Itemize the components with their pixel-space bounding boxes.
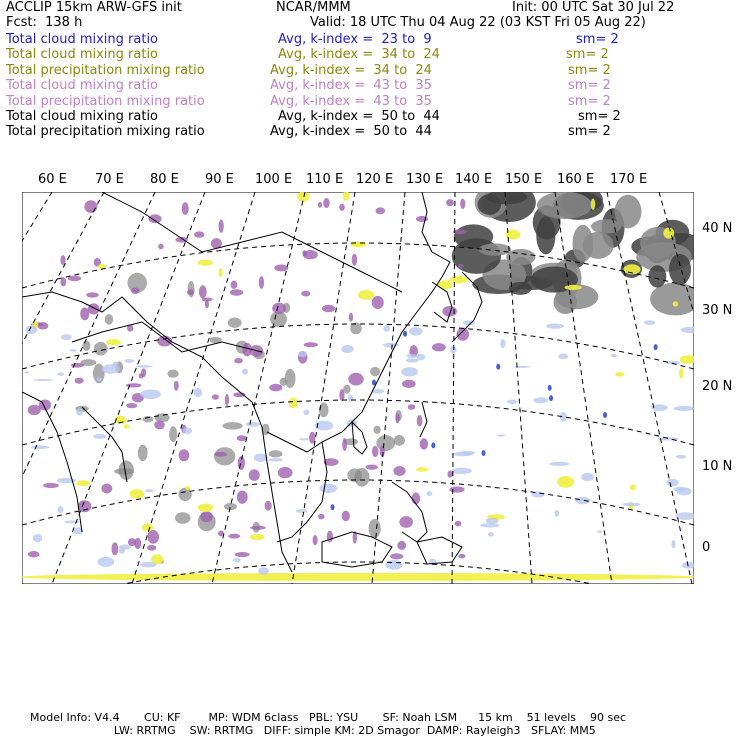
low-cloud-core bbox=[481, 450, 485, 456]
upper-cloud-blob bbox=[408, 404, 416, 410]
upper-cloud-blob bbox=[237, 435, 247, 441]
upper-cloud-blob bbox=[200, 511, 213, 522]
low-cloud-blob bbox=[303, 410, 309, 416]
high-cloud-blob bbox=[376, 435, 395, 451]
low-cloud-blob bbox=[140, 389, 161, 399]
low-cloud-blob bbox=[96, 377, 102, 381]
lat-label: 20 N bbox=[702, 379, 733, 394]
upper-cloud-blob bbox=[302, 250, 306, 256]
upper-cloud-blob bbox=[269, 384, 282, 392]
field-name: Total cloud mixing ratio bbox=[6, 78, 159, 94]
field-avg: Avg, k-index = 23 to 9 bbox=[278, 32, 432, 47]
high-cloud-blob bbox=[169, 426, 177, 442]
upper-cloud-blob bbox=[352, 254, 358, 266]
upper-cloud-blob bbox=[460, 199, 465, 209]
low-cloud-core bbox=[496, 364, 500, 370]
low-cloud-blob bbox=[319, 484, 337, 493]
upper-cloud-blob bbox=[372, 446, 378, 457]
weather-map bbox=[22, 192, 694, 584]
low-cloud-blob bbox=[242, 369, 248, 375]
upper-cloud-blob bbox=[78, 500, 92, 512]
upper-cloud-blob bbox=[225, 394, 229, 406]
upper-cloud-blob bbox=[237, 490, 248, 503]
upper-cloud-blob bbox=[375, 207, 385, 214]
upper-cloud-blob bbox=[199, 285, 207, 298]
low-cloud-blob bbox=[57, 506, 63, 513]
lat-label: 10 N bbox=[702, 459, 733, 474]
upper-cloud-blob bbox=[28, 551, 39, 557]
upper-cloud-blob bbox=[148, 214, 161, 223]
low-cloud-blob bbox=[674, 487, 686, 492]
upper-cloud-blob bbox=[219, 220, 224, 233]
lon-label: 80 E bbox=[150, 172, 179, 187]
upper-cloud-blob bbox=[157, 336, 172, 347]
upper-cloud-blob bbox=[174, 381, 179, 391]
field-name: Total cloud mixing ratio bbox=[6, 109, 159, 124]
mid-cloud-blob bbox=[250, 534, 264, 540]
upper-cloud-blob bbox=[88, 303, 100, 314]
low-cloud-core bbox=[403, 331, 407, 337]
upper-cloud-blob bbox=[395, 413, 399, 423]
upper-cloud-blob bbox=[28, 405, 41, 415]
init-time: Init: 00 UTC Sat 30 Jul 22 bbox=[512, 0, 675, 15]
field-smoothing: sm= 2 bbox=[578, 109, 621, 124]
high-cloud-blob bbox=[373, 426, 380, 434]
lon-label: 170 E bbox=[610, 172, 648, 187]
upper-cloud-blob bbox=[458, 264, 463, 268]
upper-cloud-blob bbox=[43, 483, 59, 488]
mid-cloud-blob bbox=[630, 484, 636, 490]
upper-cloud-blob bbox=[202, 297, 213, 301]
low-cloud-blob bbox=[401, 367, 418, 376]
low-cloud-blob bbox=[57, 372, 64, 375]
upper-cloud-blob bbox=[126, 403, 137, 408]
upper-cloud-blob bbox=[131, 287, 139, 294]
field-avg: Avg, k-index = 43 to 35 bbox=[270, 93, 432, 109]
upper-cloud-blob bbox=[456, 328, 469, 341]
upper-cloud-blob bbox=[194, 231, 204, 237]
low-cloud-blob bbox=[299, 438, 310, 440]
mid-cloud-blob bbox=[416, 467, 428, 472]
low-cloud-blob bbox=[406, 354, 417, 358]
low-cloud-blob bbox=[460, 451, 475, 455]
model-info-line1: Model Info: V4.4 CU: KF MP: WDM 6class PBL: YSU SF: Noah LSM 15 km 51 levels 90 sec bbox=[30, 711, 627, 724]
upper-cloud-blob bbox=[187, 289, 194, 295]
model-info-line2: LW: RRTMG SW: RRTMG DIFF: simple KM: 2D Smagor DAMP: Rayleigh3 SFLAY: MM5 bbox=[30, 724, 596, 737]
low-cloud-blob bbox=[31, 446, 50, 450]
low-cloud-blob bbox=[558, 354, 568, 360]
high-cloud-blob bbox=[138, 445, 148, 461]
mid-cloud-blob bbox=[219, 268, 223, 277]
upper-cloud-blob bbox=[111, 542, 118, 555]
field-avg: Avg, k-index = 50 to 44 bbox=[278, 109, 440, 124]
high-cloud-blob bbox=[285, 369, 296, 388]
upper-cloud-blob bbox=[272, 303, 286, 315]
lat-label: 30 N bbox=[702, 303, 733, 318]
upper-cloud-blob bbox=[60, 277, 66, 286]
low-cloud-blob bbox=[611, 354, 617, 358]
upper-cloud-blob bbox=[342, 438, 347, 451]
upper-cloud-blob bbox=[147, 545, 156, 551]
high-cloud-blob bbox=[222, 422, 242, 429]
org-label: NCAR/MMM bbox=[276, 0, 351, 15]
low-cloud-blob bbox=[64, 521, 80, 524]
low-cloud-blob bbox=[426, 491, 432, 496]
field-avg: Avg, k-index = 34 to 24 bbox=[270, 62, 432, 78]
upper-cloud-blob bbox=[250, 526, 266, 530]
upper-cloud-blob bbox=[402, 380, 416, 388]
upper-cloud-blob bbox=[339, 204, 345, 211]
field-smoothing: sm= 2 bbox=[568, 78, 611, 94]
low-cloud-blob bbox=[546, 323, 564, 328]
low-cloud-blob bbox=[97, 557, 114, 567]
high-cloud-blob bbox=[669, 254, 691, 285]
upper-cloud-blob bbox=[322, 305, 336, 312]
lon-label: 90 E bbox=[205, 172, 234, 187]
mid-cloud-blob bbox=[615, 372, 624, 377]
low-cloud-blob bbox=[140, 562, 157, 568]
low-cloud-blob bbox=[486, 518, 499, 524]
upper-cloud-blob bbox=[417, 415, 423, 427]
mid-cloud-blob bbox=[450, 276, 468, 284]
field-avg: Avg, k-index = 43 to 35 bbox=[270, 78, 432, 94]
upper-cloud-blob bbox=[147, 530, 159, 544]
low-cloud-blob bbox=[57, 478, 77, 483]
field-smoothing: sm= 2 bbox=[568, 93, 611, 109]
high-cloud-blob bbox=[178, 488, 191, 501]
low-cloud-blob bbox=[258, 567, 269, 575]
upper-cloud-blob bbox=[128, 538, 136, 546]
mid-cloud-blob bbox=[438, 280, 453, 289]
low-cloud-core bbox=[548, 385, 552, 391]
upper-cloud-blob bbox=[301, 291, 310, 297]
low-cloud-core bbox=[431, 442, 435, 448]
lon-label: 160 E bbox=[557, 172, 595, 187]
upper-cloud-blob bbox=[234, 358, 243, 363]
model-title: ACCLIP 15km ARW-GFS init bbox=[6, 0, 182, 15]
low-cloud-blob bbox=[296, 509, 307, 513]
low-cloud-core bbox=[603, 412, 607, 418]
upper-cloud-blob bbox=[318, 202, 322, 208]
lon-label: 140 E bbox=[455, 172, 493, 187]
mid-cloud-blob bbox=[197, 260, 213, 266]
upper-cloud-blob bbox=[212, 394, 219, 399]
upper-cloud-blob bbox=[393, 466, 405, 476]
high-cloud-blob bbox=[479, 243, 512, 255]
low-cloud-blob bbox=[383, 325, 390, 332]
low-cloud-blob bbox=[93, 434, 106, 439]
high-cloud-blob bbox=[354, 468, 369, 487]
low-cloud-blob bbox=[341, 345, 353, 353]
lon-label: 60 E bbox=[38, 172, 67, 187]
low-cloud-blob bbox=[124, 359, 134, 363]
lat-label: 0 bbox=[702, 540, 711, 555]
low-cloud-blob bbox=[233, 558, 240, 562]
upper-cloud-blob bbox=[228, 534, 240, 539]
high-cloud-blob bbox=[175, 512, 191, 524]
mid-cloud-blob bbox=[185, 486, 190, 490]
low-cloud-blob bbox=[33, 379, 53, 381]
low-cloud-blob bbox=[451, 468, 472, 474]
high-cloud-blob bbox=[82, 341, 90, 352]
upper-cloud-blob bbox=[126, 383, 142, 387]
high-cloud-blob bbox=[143, 416, 154, 422]
field-smoothing: sm= 2 bbox=[568, 124, 611, 140]
upper-cloud-blob bbox=[158, 244, 163, 250]
low-cloud-blob bbox=[183, 427, 192, 434]
low-cloud-blob bbox=[500, 339, 505, 348]
low-cloud-blob bbox=[33, 534, 43, 542]
mid-cloud-blob bbox=[350, 241, 367, 247]
lat-label: 40 N bbox=[702, 221, 733, 236]
upper-cloud-blob bbox=[397, 541, 406, 550]
mid-cloud-blob bbox=[76, 480, 90, 486]
upper-cloud-blob bbox=[399, 516, 413, 528]
low-cloud-blob bbox=[622, 503, 640, 507]
valid-time: Valid: 18 UTC Thu 04 Aug 22 (03 KST Fri 05 Aug 22) bbox=[310, 15, 646, 30]
upper-cloud-blob bbox=[348, 373, 363, 386]
mid-cloud-blob bbox=[565, 285, 582, 290]
upper-cloud-blob bbox=[265, 501, 272, 511]
lon-label: 100 E bbox=[255, 172, 293, 187]
low-cloud-blob bbox=[666, 479, 679, 487]
low-cloud-blob bbox=[507, 400, 517, 404]
forecast-hour: Fcst: 138 h bbox=[6, 15, 83, 30]
high-cloud-blob bbox=[591, 219, 621, 233]
field-name: Total cloud mixing ratio bbox=[6, 47, 159, 63]
low-cloud-core bbox=[549, 395, 553, 401]
low-cloud-blob bbox=[575, 497, 590, 504]
upper-cloud-blob bbox=[318, 514, 325, 519]
lon-label: 130 E bbox=[406, 172, 444, 187]
upper-cloud-blob bbox=[380, 446, 385, 457]
lon-label: 110 E bbox=[306, 172, 344, 187]
high-cloud-blob bbox=[269, 450, 283, 457]
upper-cloud-blob bbox=[342, 511, 350, 522]
high-cloud-blob bbox=[394, 435, 405, 446]
upper-cloud-blob bbox=[214, 452, 227, 457]
upper-cloud-blob bbox=[230, 289, 243, 296]
field-smoothing: sm= 2 bbox=[576, 32, 619, 47]
field-smoothing: sm= 2 bbox=[566, 47, 609, 63]
high-cloud-blob bbox=[168, 370, 179, 378]
high-cloud-blob bbox=[94, 342, 108, 355]
low-cloud-blob bbox=[135, 365, 153, 367]
low-cloud-core bbox=[331, 504, 335, 510]
mid-cloud-blob bbox=[557, 476, 574, 488]
upper-cloud-blob bbox=[238, 456, 245, 470]
low-cloud-blob bbox=[409, 327, 422, 335]
mid-cloud-blob bbox=[198, 503, 213, 511]
field-avg: Avg, k-index = 50 to 44 bbox=[270, 124, 432, 140]
low-cloud-blob bbox=[497, 434, 506, 436]
mid-cloud-blob bbox=[142, 523, 153, 531]
upper-cloud-blob bbox=[446, 199, 454, 206]
upper-cloud-blob bbox=[339, 389, 344, 401]
mid-cloud-blob bbox=[130, 489, 145, 499]
upper-cloud-blob bbox=[449, 486, 464, 492]
mid-cloud-blob bbox=[591, 198, 595, 209]
low-cloud-blob bbox=[119, 547, 125, 554]
upper-cloud-blob bbox=[259, 276, 264, 289]
field-smoothing: sm= 2 bbox=[568, 62, 611, 78]
high-cloud-blob bbox=[648, 265, 666, 287]
upper-cloud-blob bbox=[412, 493, 421, 505]
low-cloud-core bbox=[654, 344, 658, 350]
mid-cloud-blob bbox=[663, 228, 674, 239]
upper-cloud-blob bbox=[154, 421, 165, 430]
field-name: Total precipitation mixing ratio bbox=[6, 62, 205, 78]
low-cloud-blob bbox=[480, 523, 500, 527]
low-cloud-blob bbox=[533, 397, 548, 403]
low-cloud-blob bbox=[644, 320, 656, 324]
high-cloud-blob bbox=[573, 225, 594, 262]
mid-cloud-band bbox=[22, 573, 694, 581]
mid-cloud-blob bbox=[124, 424, 129, 429]
low-cloud-blob bbox=[193, 388, 202, 397]
upper-cloud-blob bbox=[86, 292, 98, 297]
low-cloud-blob bbox=[674, 406, 694, 411]
low-cloud-blob bbox=[113, 362, 119, 367]
mid-cloud-blob bbox=[673, 301, 679, 306]
high-cloud-blob bbox=[369, 519, 381, 538]
mid-cloud-blob bbox=[106, 339, 121, 345]
lon-label: 120 E bbox=[356, 172, 394, 187]
field-avg: Avg, k-index = 34 to 24 bbox=[278, 47, 440, 63]
low-cloud-blob bbox=[581, 473, 594, 481]
upper-cloud-blob bbox=[313, 535, 318, 545]
lon-label: 150 E bbox=[505, 172, 543, 187]
mid-cloud-blob bbox=[679, 368, 683, 379]
upper-cloud-blob bbox=[179, 449, 190, 461]
low-cloud-blob bbox=[25, 371, 30, 373]
upper-cloud-blob bbox=[458, 554, 465, 559]
upper-cloud-blob bbox=[304, 342, 318, 347]
low-cloud-blob bbox=[76, 408, 83, 415]
mid-cloud-blob bbox=[97, 264, 105, 268]
low-cloud-blob bbox=[514, 366, 531, 368]
upper-cloud-blob bbox=[139, 373, 144, 378]
upper-cloud-blob bbox=[432, 343, 446, 351]
field-name: Total precipitation mixing ratio bbox=[6, 93, 205, 109]
upper-cloud-blob bbox=[366, 464, 378, 469]
low-cloud-blob bbox=[145, 489, 154, 492]
upper-cloud-blob bbox=[249, 469, 260, 481]
low-cloud-blob bbox=[246, 422, 260, 427]
low-cloud-blob bbox=[555, 510, 560, 517]
mid-cloud-blob bbox=[289, 398, 298, 409]
low-cloud-blob bbox=[676, 455, 687, 459]
high-cloud-blob bbox=[478, 194, 501, 215]
field-name: Total precipitation mixing ratio bbox=[6, 124, 205, 140]
high-cloud-blob bbox=[343, 385, 350, 394]
upper-cloud-blob bbox=[84, 200, 97, 213]
upper-cloud-blob bbox=[372, 296, 384, 309]
upper-cloud-blob bbox=[235, 552, 250, 557]
high-cloud-blob bbox=[105, 314, 113, 325]
low-cloud-blob bbox=[488, 532, 494, 536]
low-cloud-blob bbox=[385, 560, 402, 570]
high-cloud-blob bbox=[228, 318, 242, 328]
high-cloud-blob bbox=[537, 192, 592, 219]
upper-cloud-blob bbox=[278, 467, 293, 478]
upper-cloud-blob bbox=[323, 198, 329, 208]
upper-cloud-blob bbox=[75, 378, 84, 384]
low-cloud-blob bbox=[61, 334, 72, 340]
low-cloud-blob bbox=[549, 462, 569, 466]
low-cloud-blob bbox=[298, 351, 307, 357]
upper-cloud-blob bbox=[349, 313, 353, 322]
mid-cloud-blob bbox=[358, 290, 374, 300]
field-name: Total cloud mixing ratio bbox=[6, 32, 159, 47]
high-cloud-blob bbox=[370, 367, 380, 376]
upper-cloud-blob bbox=[420, 438, 428, 449]
lon-label: 70 E bbox=[95, 172, 124, 187]
low-cloud-blob bbox=[348, 395, 353, 402]
low-cloud-blob bbox=[268, 458, 283, 462]
upper-cloud-blob bbox=[455, 521, 462, 527]
low-cloud-blob bbox=[406, 358, 419, 362]
low-cloud-blob bbox=[70, 349, 77, 351]
high-cloud-blob bbox=[224, 503, 237, 510]
upper-cloud-blob bbox=[101, 484, 112, 494]
upper-cloud-blob bbox=[390, 553, 403, 559]
low-cloud-blob bbox=[597, 531, 603, 533]
low-cloud-blob bbox=[671, 540, 675, 549]
upper-cloud-blob bbox=[182, 202, 189, 215]
upper-cloud-blob bbox=[274, 264, 288, 271]
upper-cloud-blob bbox=[231, 281, 238, 289]
